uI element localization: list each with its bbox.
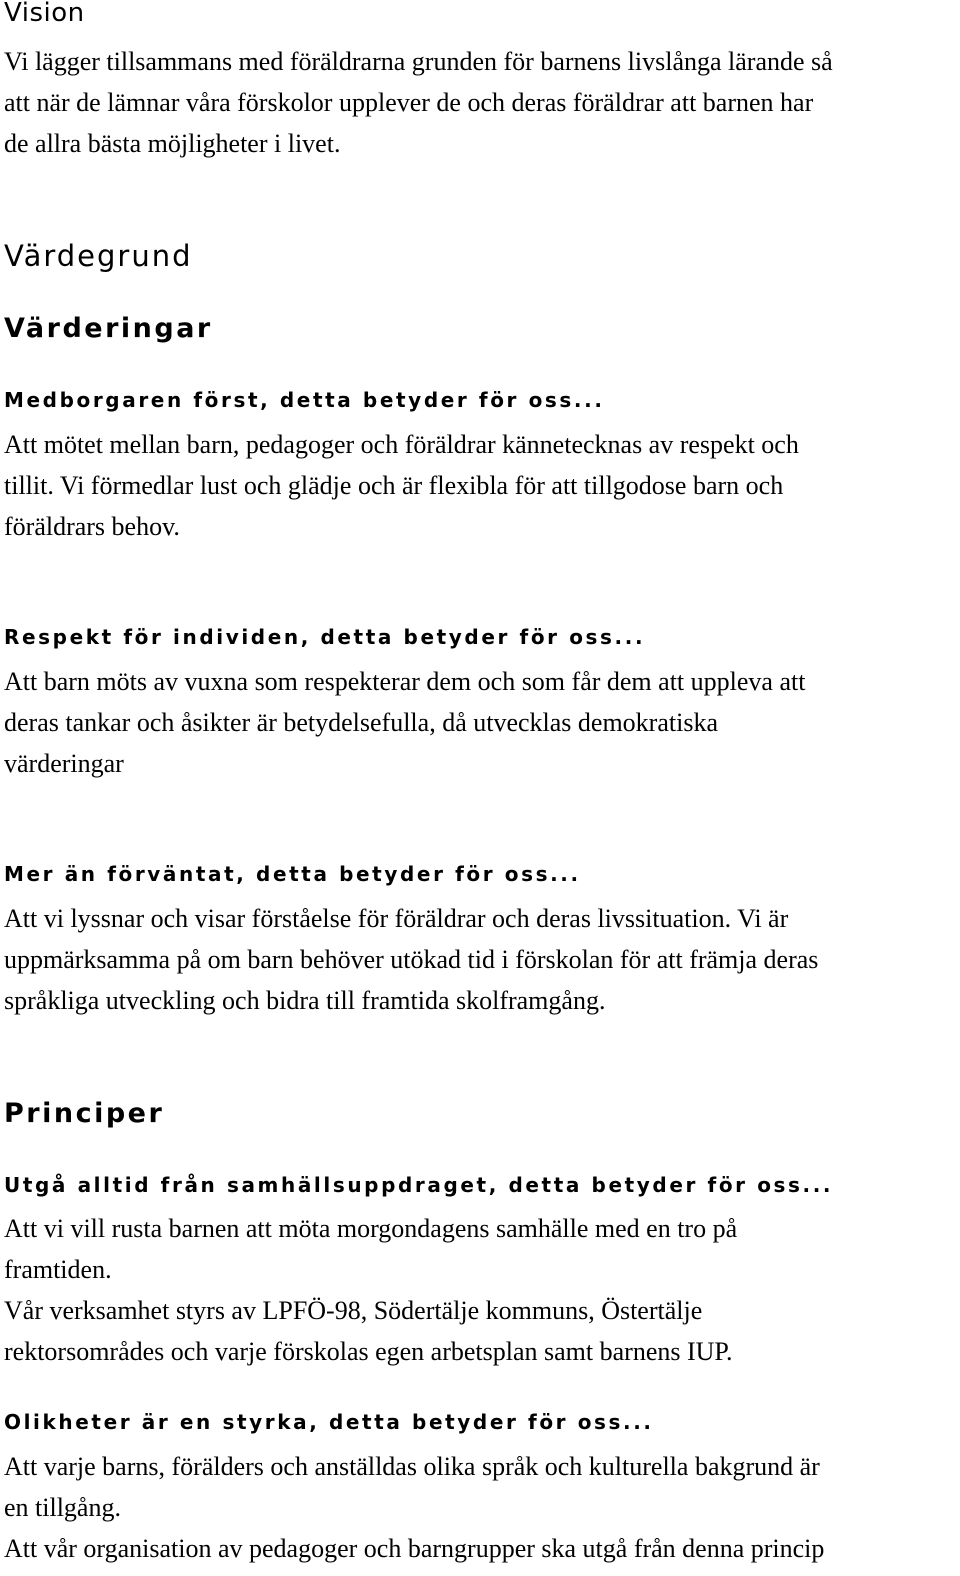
paragraph-line: Att varje barns, förälders och anställdas olika språk och kulturella bakgrund är xyxy=(4,1452,820,1481)
vision-line: Vi lägger tillsammans med föräldrarna grunden för barnens livslånga lärande så xyxy=(4,47,833,76)
paragraph-line: deras tankar och åsikter är betydelsefulla, då utvecklas demokratiska xyxy=(4,708,718,737)
principer-paragraph-samhallsuppdraget xyxy=(4,1208,737,1372)
paragraph-line: en tillgång. xyxy=(4,1493,121,1522)
principer-subheading-olikheter: Olikheter är en styrka, detta betyder för oss... xyxy=(4,1410,654,1434)
varderingar-heading: Värderingar xyxy=(4,313,213,344)
paragraph-line: språkliga utveckling och bidra till framtida skolframgång. xyxy=(4,986,606,1015)
paragraph-line: Att barn möts av vuxna som respekterar dem och som får dem att uppleva att xyxy=(4,667,806,696)
varderingar-subheading-respekt: Respekt för individen, detta betyder för oss... xyxy=(4,625,646,649)
principer-subheading-samhallsuppdraget: Utgå alltid från samhällsuppdraget, detta betyder för oss... xyxy=(4,1173,834,1197)
varderingar-subheading-medborgaren: Medborgaren först, detta betyder för oss... xyxy=(4,388,605,412)
paragraph-line: Att vi lyssnar och visar förståelse för föräldrar och deras livssituation. Vi är xyxy=(4,904,789,933)
paragraph-line: Att mötet mellan barn, pedagoger och föräldrar kännetecknas av respekt och xyxy=(4,430,799,459)
vision-heading: Vision xyxy=(4,0,85,28)
paragraph-line: värderingar xyxy=(4,749,124,778)
paragraph-line: Att vår organisation av pedagoger och barngrupper ska utgå från denna princip xyxy=(4,1534,825,1563)
varderingar-paragraph-medborgaren xyxy=(4,424,799,547)
varderingar-paragraph-respekt xyxy=(4,661,805,784)
vision-line: de allra bästa möjligheter i livet. xyxy=(4,129,341,158)
vision-paragraph xyxy=(4,41,833,164)
paragraph-line: uppmärksamma på om barn behöver utökad tid i förskolan för att främja deras xyxy=(4,945,819,974)
varderingar-paragraph-mer-an-forvantat xyxy=(4,898,818,1021)
paragraph-line: tillit. Vi förmedlar lust och glädje och är flexibla för att tillgodose barn och xyxy=(4,471,784,500)
paragraph-line: föräldrars behov. xyxy=(4,512,180,541)
principer-paragraph-olikheter xyxy=(4,1446,824,1569)
vision-line: att när de lämnar våra förskolor upplever de och deras föräldrar att barnen har xyxy=(4,88,814,117)
paragraph-line: rektorsområdes och varje förskolas egen arbetsplan samt barnens IUP. xyxy=(4,1337,733,1366)
paragraph-line: Vår verksamhet styrs av LPFÖ-98, Södertälje kommuns, Östertälje xyxy=(4,1296,703,1325)
vardegrund-heading: Värdegrund xyxy=(4,239,193,273)
paragraph-line: Att vi vill rusta barnen att möta morgondagens samhälle med en tro på xyxy=(4,1214,738,1243)
principer-heading: Principer xyxy=(4,1098,165,1129)
varderingar-subheading-mer-an-forvantat: Mer än förväntat, detta betyder för oss... xyxy=(4,862,581,886)
paragraph-line: framtiden. xyxy=(4,1255,112,1284)
